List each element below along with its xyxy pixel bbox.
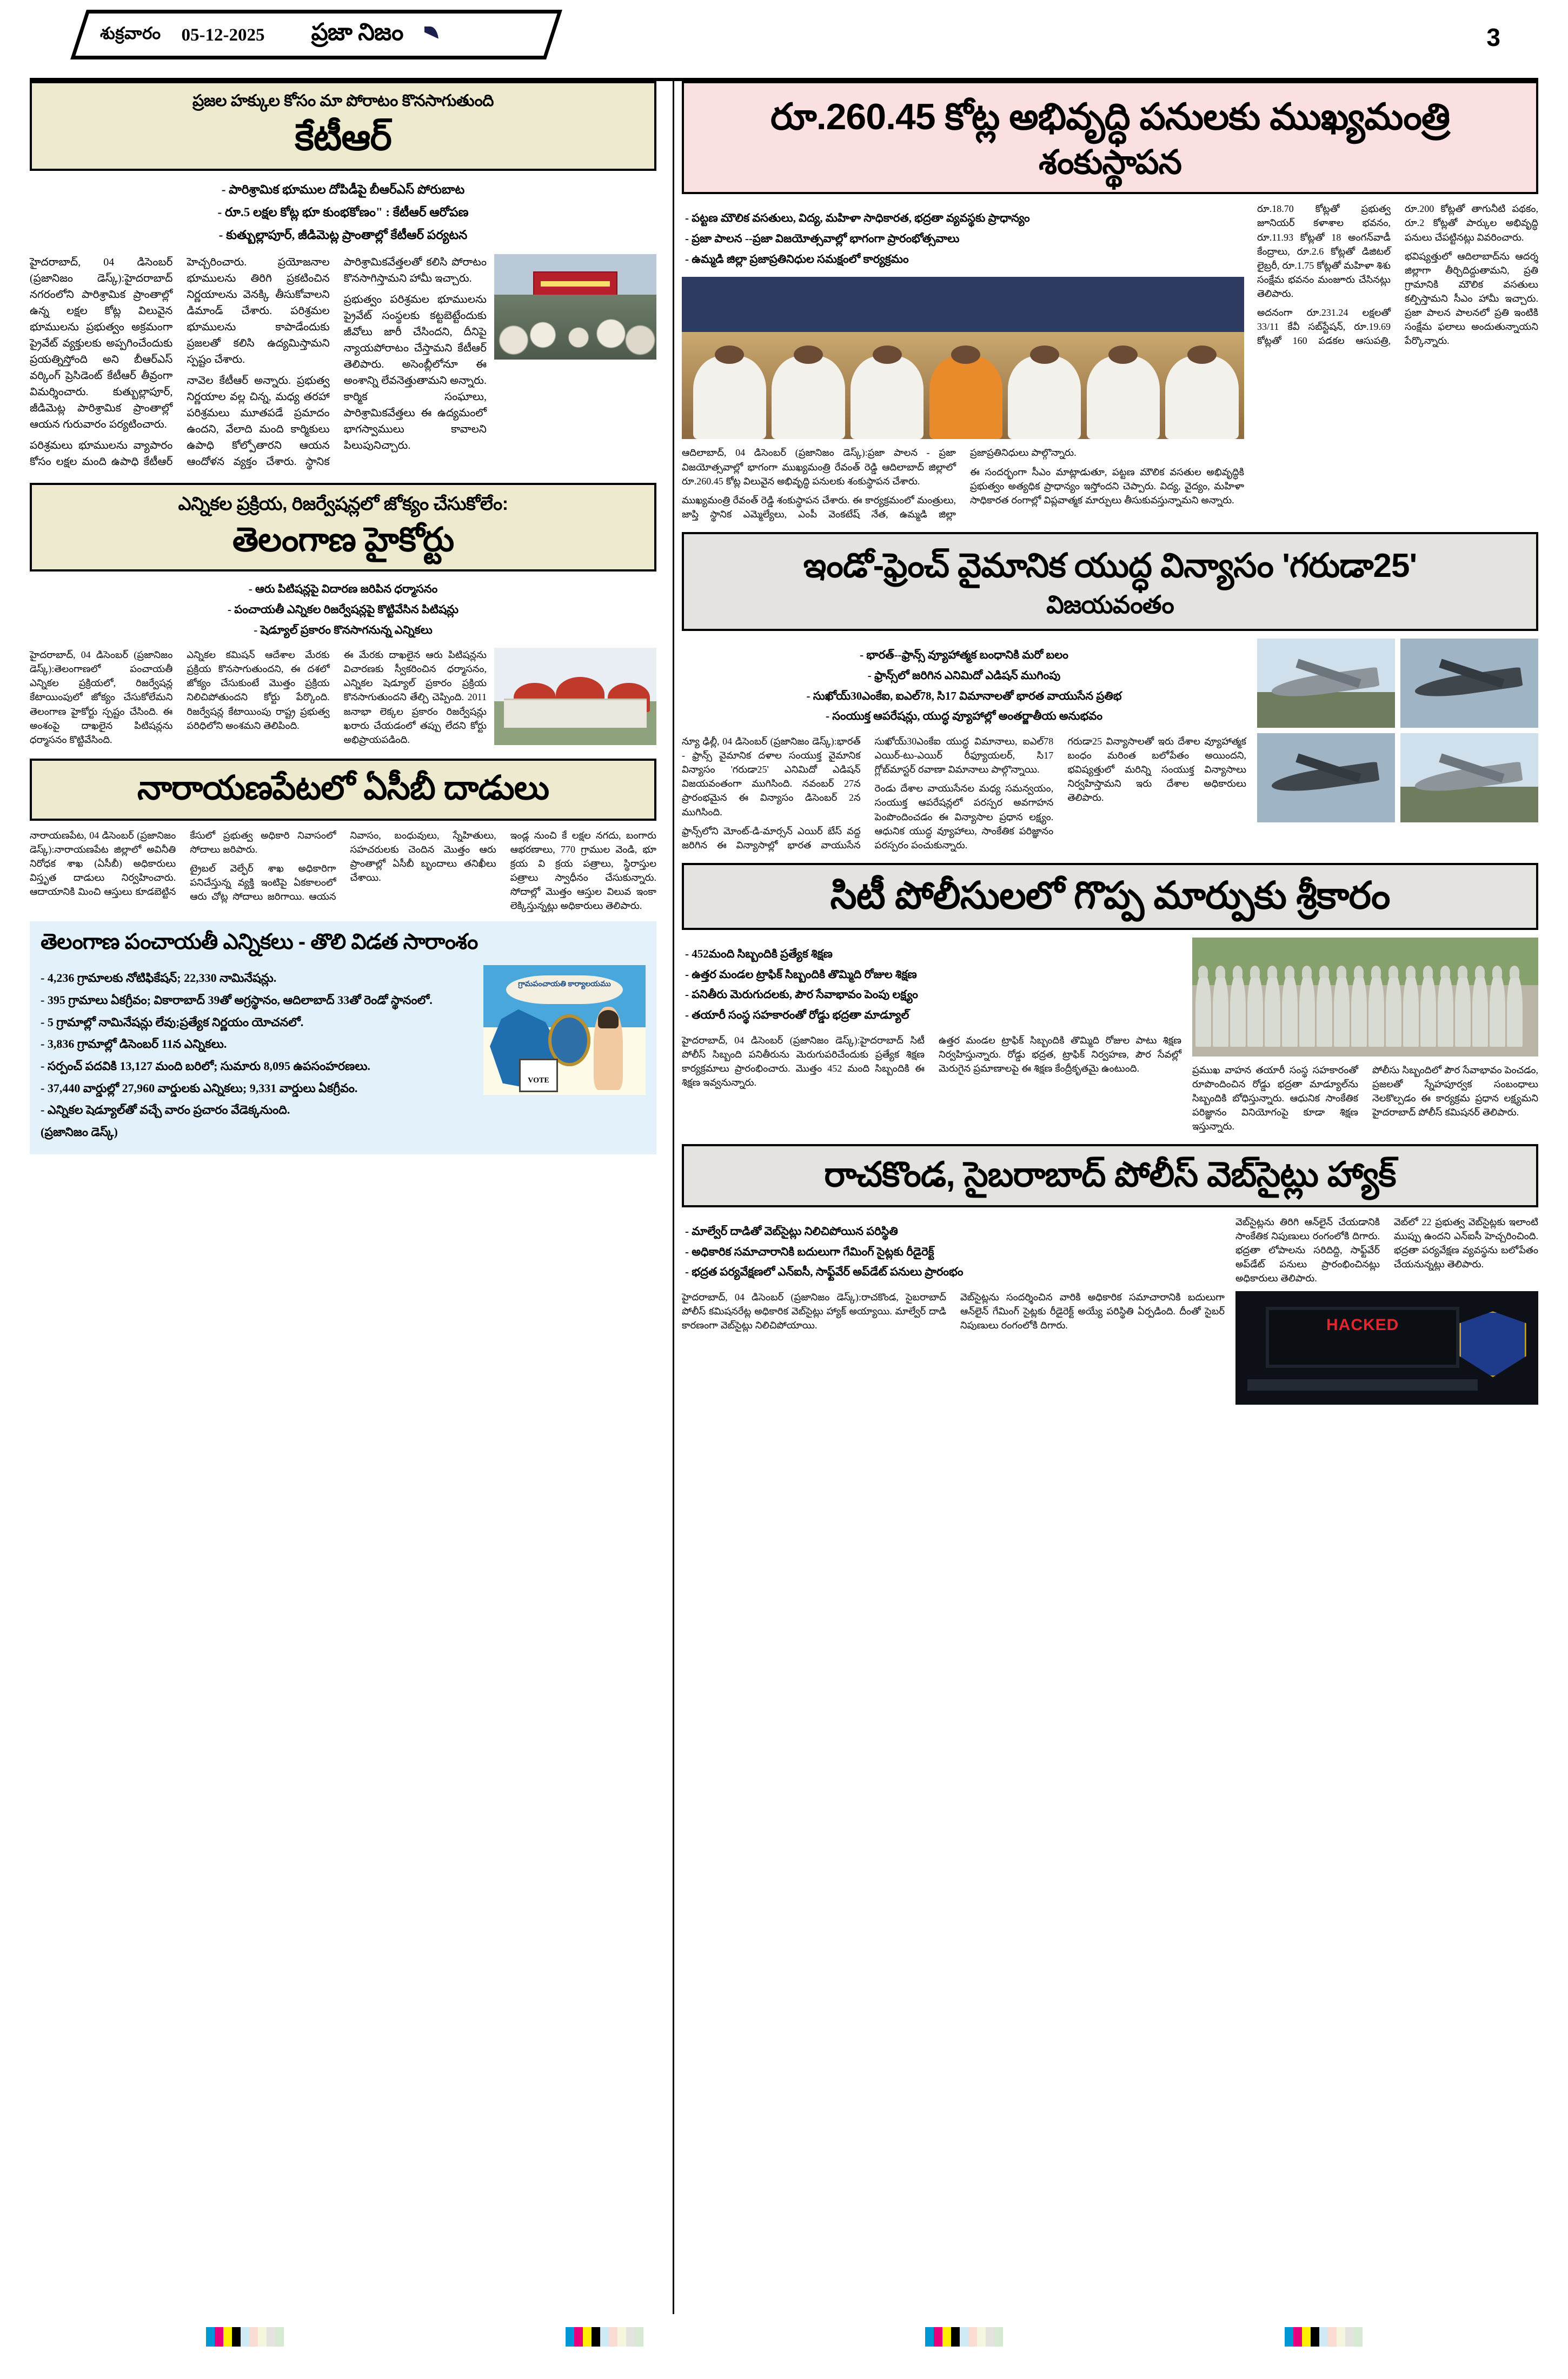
bullet-item: - ఫ్రాన్స్‌లో జరిగిన ఎనిమిదో ఎడిషన్ ముగింపు [867,669,1061,682]
officer [1386,973,1401,1047]
person [1008,356,1081,440]
hack-body-right [1235,1215,1538,1285]
police-bullets [682,944,1181,1026]
cmyk-swatch [1354,2327,1363,2347]
cmyk-swatch [267,2327,275,2347]
cmyk-bar [925,2327,1003,2347]
cmyk-swatch [1293,2327,1302,2347]
person [929,356,1002,440]
cm-body-left [682,446,1244,521]
left-column [30,81,665,2314]
paragraph: వెబ్‌సైట్లను తిరిగి ఆన్‌లైన్ చేయడానికి సాంకేతిక నిపుణులు రంగంలోకి దిగారు. భద్రతా లోపాలను సరిదిద్ది, సాఫ్ట్‌వేర్ అప్‌డేట్ పనులు ప్రారంభించినట్లు అధికారులు తెలిపారు. [1235,1217,1380,1284]
officer [1247,973,1263,1047]
registration-bars [0,2327,1568,2347]
paragraph: హైదరాబాద్, 04 డిసెంబర్ (ప్రజానిజం డెస్క్):హైదరాబాద్ నగరంలోని పారిశ్రామిక ప్రాంతాల్లో ఉన్న లక్షల కోట్ల విలువైన భూములను ప్రభుత్వం అక్రమంగా ప్రైవేట్ వ్యక్తులకు అప్పగించేందుకు ప్రయత్నిస్తోంది అని బీఆర్‌ఎస్ వర్కింగ్ ప్రెసిడెంట్ కేటీఆర్ తీవ్రంగా విమర్శించారు. కుత్బుల్లాపూర్, జీడిమెట్ల పారిశ్రామిక ప్రాంతాల్లో ఆయన గురువారం పర్యటించారు. [30,256,173,431]
cmyk-bar [1285,2327,1363,2347]
dignitaries [682,342,1244,439]
police-crest-icon [1459,1311,1526,1377]
paragraph: ఈ సందర్భంగా సీఎం మాట్లాడుతూ, పట్టణ మౌలిక వసతుల అభివృద్ధికి ప్రభుత్వం అత్యధిక ప్రాధాన్యం ఇస్తోందని చెప్పారు. విద్య, వైద్యం, మహిళా సాధికారత రంగాల్లో విప్లవాత్మక మార్పులు తీసుకువస్తున్నామని అన్నారు. [970,466,1244,506]
garuda-headline-banner [682,532,1538,631]
right-column [682,81,1538,2314]
ktr-kicker: ప్రజల హక్కుల కోసం మా పోరాటం కొనసాగుతుంది [192,92,494,110]
cmyk-swatch [994,2327,1003,2347]
bullet-item: - 452మంది సిబ్బందికి ప్రత్యేక శిక్షణ [685,947,833,960]
hack-bullets [682,1221,1225,1282]
fighter-jet-photo-4 [1400,733,1538,822]
officer [1420,973,1436,1047]
hacked-text: HACKED [1326,1315,1399,1334]
officer [1195,973,1211,1047]
officer [1317,973,1332,1047]
paragraph: ఇండ్ల నుంచి కే లక్షల నగదు, బంగారు ఆభరణాలు, 770 గ్రాముల వెండి, భూ క్రయ వి క్రయ పత్రాలు, స్థిరాస్తుల పత్రాలు స్వాధీనం చేసుకున్నారు. సోదాల్లో మొత్తం ఆస్తుల విలువ ఇంకా లెక్కిస్తున్నట్లు అధికారులు తెలిపారు. [510,829,656,912]
hack-headline-banner [682,1144,1538,1207]
cm-body-right [1257,202,1538,350]
laptop-base [1247,1379,1478,1391]
paragraph: హైదరాబాద్, 04 డిసెంబర్ (ప్రజానిజం డెస్క్):హైదరాబాద్ సిటీ పోలీస్ సిబ్బంది పనితీరును మెరుగుపరిచేందుకు ప్రత్యేక శిక్షణ కార్యక్రమాలు ప్రారంభించారు. మొత్తం 452 మంది సిబ్బందికి ఈ శిక్షణ ఇవ్వనున్నారు. [682,1034,925,1088]
panchayat-infobox [30,921,656,1154]
ktr-headline: కేటీఆర్ [295,116,391,158]
cmyk-swatch [241,2327,249,2347]
paragraph: పరిశ్రమలు భూములను వ్యాపారం కోసం లక్షల మంది ఉపాధి కేటీఆర్ హెచ్చరించారు. ప్రయోజనాల భూములను తిరిగి ప్రకటించిన నిర్ణయాలను వెనక్కి తీసుకోవాలని డిమాండ్ చేశారు. పరిశ్రమల భూములను కాపాడేందుకు ప్రజలతో కలిసి ఉద్యమిస్తామని స్పష్టం చేశారు. [30,256,330,468]
acb-headline-banner [30,759,656,820]
cmyk-swatch [232,2327,241,2347]
cmyk-swatch [635,2327,643,2347]
police-body-right [1192,1063,1538,1133]
fighter-jet-photo-3 [1257,733,1395,822]
cmyk-swatch [968,2327,977,2347]
paragraph: ఎన్నికల కమిషన్ ఆదేశాల మేరకు ప్రక్రియ కొనసాగుతుందని, ఈ దశలో జోక్యం చేసుకుంటే మొత్తం ప్రక్రియ నిలిచిపోతుందని కోర్టు పేర్కొంది. రిజర్వేషన్ల కేటాయింపు రాష్ట్ర ప్రభుత్వ పరిధిలోని అంశమని తెలిపింది. [187,649,330,731]
officer [1299,973,1314,1047]
page-body [30,81,1538,2314]
officer [1334,973,1349,1047]
cmyk-swatch [1328,2327,1337,2347]
ktr-story [30,254,656,470]
ktr-body [30,254,487,470]
bullet-item: - మాల్వేర్ దాడితో వెబ్‌సైట్లు నిలిచిపోయిన పరిస్థితి [685,1225,898,1238]
cmyk-swatch [223,2327,232,2347]
paragraph: అదనంగా రూ.231.24 లక్షలతో 33/11 కేవీ సబ్‌స్టేషన్, రూ.19.69 కోట్లతో 160 పడకల ఆసుపత్రి, రూ.200 కోట్లతో తాగునీటి పథకం, రూ.2 కోట్లతో పార్కుల అభివృద్ధి పనులు చేపట్టినట్లు వివరించారు. [1257,203,1538,347]
ktr-rally-photo [494,254,656,360]
person [1165,356,1238,440]
bullet-item: - భారత్--ఫ్రాన్స్ వ్యూహాత్మక బంధానికి మరో బలం [860,648,1068,662]
paragraph: వెబ్‌సైట్లను సందర్శించిన వారికి అధికారిక సమాచారానికి బదులుగా ఆన్‌లైన్ గేమింగ్ సైట్లకు రీడైరెక్ట్ అయ్యే పరిస్థితి ఏర్పడింది. దీంతో సైబర్ నిపుణులు రంగంలోకి దిగారు. [960,1292,1225,1331]
bullet-item: - పంచాయతీ ఎన్నికల రిజర్వేషన్లపై కొట్టివేసిన పిటిషన్లు [228,602,459,616]
cm-headline-line1: రూ.260.45 కోట్ల అభివృద్ధి పనులకు ముఖ్యమంత్రి [770,96,1450,137]
officer [1265,973,1280,1047]
highcourt-body [30,648,487,747]
acb-body [30,828,656,913]
cmyk-swatch [626,2327,635,2347]
paragraph: హైదరాబాద్, 04 డిసెంబర్ (ప్రజానిజం డెస్క్):తెలంగాణలో పంచాయతీ ఎన్నికల ప్రక్రియలో, రిజర్వేషన్ల కేటాయింపులో జోక్యం చేసుకోలేమని తెలంగాణ హైకోర్టు స్పష్టం చేసింది. ఈ అంశంపై దాఖలైన పిటిషన్లను ధర్మాసనం కొట్టివేసింది. [30,649,173,745]
column-divider [673,81,674,2314]
cmyk-bar [566,2327,643,2347]
cmyk-swatch [986,2327,994,2347]
hack-headline: రాచకొండ, సైబరాబాద్ పోలీస్ వెబ్‌సైట్లు హ్యాక్ [824,1155,1396,1194]
bullet-item: - తయారీ సంస్థ సహకారంతో రోడ్డు భద్రతా మాడ్యూల్ [685,1008,909,1021]
paragraph: ప్రముఖ వాహన తయారీ సంస్థ సహకారంతో రూపొందించిన రోడ్డు భద్రతా మాడ్యూల్‌ను సిబ్బందికి బోధిస్తున్నారు. ఆధునిక సాంకేతిక పరిజ్ఞానం వినియోగంపై కూడా శిక్షణ ఇస్తున్నారు. [1192,1064,1358,1132]
bullet-item: - ఉమ్మడి జిల్లా ప్రజాప్రతినిధుల సమక్షంలో కార్యక్రమం [685,252,909,265]
paragraph: న్యూ ఢిల్లీ, 04 డిసెంబర్ (ప్రజానిజం డెస్క్):భారత్ - ఫ్రాన్స్ వైమానిక దళాల సంయుక్త వైమానిక విన్యాసం 'గరుడా25' ఎనిమిదో ఎడిషన్ విజయవంతంగా ముగిసింది. నవంబర్ 27న ప్రారంభమైన ఈ విన్యాసం డిసెంబర్ 2న ముగిసింది. [682,736,861,818]
paragraph: భవిష్యత్తులో ఆదిలాబాద్‌ను ఆదర్శ జిల్లాగా తీర్చిదిద్దుతామని, ప్రతి గ్రామానికి మౌలిక వసతులు కల్పిస్తామని సీఎం హామీ ఇచ్చారు. ప్రజా పాలన పాలనలో ప్రతి ఇంటికి సంక్షేమ ఫలాలు అందుతున్నాయని పేర్కొన్నారు. [1405,250,1538,347]
paragraph: గరుడా25 విన్యాసాలతో ఇరు దేశాల వ్యూహాత్మక బంధం మరింత బలోపేతం అయిందని, భవిష్యత్తులో మరిన్ని సంయుక్త విన్యాసాలు నిర్వహిస్తామని ఇరు దేశాల అధికారులు తెలిపారు. [1067,736,1246,803]
person [693,356,766,440]
ktr-headline-banner [30,81,656,171]
officer [1472,973,1487,1047]
officer-row [1192,973,1538,1047]
cmyk-swatch [258,2327,267,2347]
cmyk-swatch [566,2327,574,2347]
cm-headline-banner [682,81,1538,194]
infobox-item: - 395 గ్రామాలు ఏకగ్రీవం; వికారాబాద్ 39తో అగ్రస్థానం, ఆదిలాబాద్ 33తో రెండో స్థానంలో. [41,993,433,1007]
masthead-logo: ప్రజా నిజం [311,18,403,45]
bullet-item: - సంయుక్త ఆపరేషన్లు, యుద్ధ వ్యూహాల్లో అంతర్జాతీయ అనుభవం [825,709,1103,723]
cmyk-swatch [592,2327,600,2347]
bullet-item: - పనితీరు మెరుగుదలకు, పౌర సేవాభావం పెంపు లక్ష్యం [685,988,918,1001]
infobox-item: (ప్రజానిజం డెస్క్) [41,1125,118,1139]
person [851,356,923,440]
cmyk-swatch [215,2327,223,2347]
paragraph: పోలీసు సిబ్బందిలో పౌర సేవాభావం పెంచడం, ప్రజలతో స్నేహపూర్వక సంబంధాలు నెలకొల్పడం ఈ కార్యక్రమ ప్రధాన లక్ష్యమని హైదరాబాద్ పోలీస్ కమిషనర్ తెలిపారు. [1372,1064,1538,1118]
paragraph: హైదరాబాద్, 04 డిసెంబర్ (ప్రజానిజం డెస్క్):రాచకొండ, సైబరాబాద్ పోలీస్ కమిషనరేట్ల అధికారిక వెబ్‌సైట్లు హ్యాక్ అయ్యాయి. మాల్వేర్ దాడి కారణంగా వెబ్‌సైట్లు నిలిచిపోయాయి. [682,1292,946,1331]
cmyk-swatch [206,2327,215,2347]
cmyk-swatch [942,2327,951,2347]
paragraph: ఉత్తర మండల ట్రాఫిక్ సిబ్బందికి తొమ్మిది రోజుల పాటు శిక్షణ నిర్వహిస్తున్నారు. రోడ్డు భద్రత, ట్రాఫిక్ నిర్వహణ, పౌర సేవల్లో మెరుగైన ప్రమాణాలపై ఈ శిక్షణ కేంద్రీకృతమై ఉంటుంది. [939,1034,1181,1074]
page-number: 3 [1486,23,1500,51]
paragraph: నారాయణపేట, 04 డిసెంబర్ (ప్రజానిజం డెస్క్):నారాయణపేట జిల్లాలో అవినీతి నిరోధక శాఖ (ఏసీబీ) అధికారులు విస్తృత దాడులు నిర్వహించారు. ఆదాయానికి మించి ఆస్తులు కూడబెట్టిన కేసులో ప్రభుత్వ అధికారి నివాసంలో సోదాలు జరిపారు. [30,829,336,897]
officer [1507,973,1522,1047]
police-lineup-photo [1192,938,1538,1056]
officer [1438,973,1453,1047]
cmyk-swatch [934,2327,942,2347]
acb-headline: నారాయణపేటలో ఏసీబీ దాడులు [137,769,549,807]
office-board-label: గ్రామపంచాయతి కార్యాలయము [518,980,611,989]
paragraph: ఫ్రాన్స్‌లోని మోంట్-డి-మార్సన్ ఎయిర్ బేస్ వద్ద జరిగిన ఈ విన్యాసాల్లో భారత వాయుసేన సుఖోయ్30ఎంకేఐ యుద్ధ విమానాలు, ఐఎల్78 ఎయిర్-టు-ఎయిర్ రీఫ్యూయలర్, సి17 గ్లోబ్‌మాస్టర్ రవాణా విమానాలు పాల్గొన్నాయి. [682,736,1054,850]
officer [1282,973,1297,1047]
masthead-day: శుక్రవారం [100,23,161,43]
cmyk-swatch [1345,2327,1354,2347]
cmyk-swatch [951,2327,960,2347]
cmyk-swatch [574,2327,583,2347]
infobox-item: - 3,836 గ్రామాల్లో డిసెంబర్ 11న ఎన్నికలు. [41,1037,227,1051]
hack-body-left [682,1290,1225,1337]
infobox-title: తెలంగాణ పంచాయతీ ఎన్నికలు - తొలి విడత సారాంశం [41,930,478,954]
cmyk-swatch [275,2327,284,2347]
officer [1403,973,1418,1047]
vote-graphic [483,965,646,1095]
person [772,356,845,440]
bullet-item: - అధికారిక సమాచారానికి బదులుగా గేమింగ్ సైట్లకు రీడైరెక్ట్ [685,1245,934,1258]
officer [1351,973,1366,1047]
cm-headline-line2: శంకుస్థాపన [1039,144,1181,182]
cmyk-swatch [583,2327,592,2347]
cmyk-swatch [600,2327,609,2347]
officer [1230,973,1245,1047]
ktr-bullets [30,178,656,247]
cmyk-swatch [609,2327,617,2347]
infobox-item: - 4,236 గ్రామాలకు నోటిఫికేషన్; 22,330 నామినేషన్లు. [41,971,277,985]
bullet-item: - భద్రత పర్యవేక్షణలో ఎన్ఐసీ, సాఫ్ట్‌వేర్ అప్‌డేట్ పనులు ప్రారంభం [685,1265,964,1279]
bullet-item: - షెడ్యూల్‌ ప్రకారం కొనసాగనున్న ఎన్నికలు [254,623,433,636]
garuda-bullets [682,645,1246,727]
masthead-date: 05-12-2025 [181,25,265,45]
masthead [30,0,1538,81]
garuda-headline-line1: ఇండో-ఫ్రెంచ్ వైమానిక యుద్ధ విన్యాసం 'గరుడా25' [803,547,1417,584]
person [1087,356,1160,440]
police-headline-banner [682,863,1538,930]
cmyk-swatch [1337,2327,1345,2347]
paragraph: నావెల కేటీఆర్ అన్నారు. ప్రభుత్వ నిర్ణయాల వల్ల చిన్న, మధ్య తరహా పరిశ్రమలు మూతపడే ప్రమాదం ఉందని, వేలాది మంది కార్మికులు ఉపాధి కోల్పోతారని ఆయన ఆందోళన వ్యక్తం చేశారు. స్థానిక పారిశ్రామికవేత్తలతో కలిసి పోరాటం కొనసాగిస్తామని హామీ ఇచ్చారు. [187,256,487,468]
cm-bullets [682,208,1244,269]
officer [1455,973,1470,1047]
cmyk-swatch [1319,2327,1328,2347]
bullet-item: - ఆరు పిటిషన్లపై విదారణ జరిపిన ధర్మాసనం [248,582,438,596]
bullet-item: - పట్టణ మౌలిక వసతులు, విద్య, మహిళా సాధికారత, భద్రతా వ్యవస్థకు ప్రాధాన్యం [685,211,1030,225]
hacked-laptop-photo [1235,1291,1538,1405]
cmyk-swatch [977,2327,986,2347]
infobox-item: - 37,440 వార్డుల్లో 27,960 వార్డులకు ఎన్నికలు; 9,331 వార్డులు ఏకగ్రీవం. [41,1081,358,1095]
bullet-item: - కుత్బుల్లాపూర్, జీడిమెట్ల ప్రాంతాల్లో కేటీఆర్ పర్యటన [218,228,468,242]
paragraph: వెబ్‌లో 22 ప్రభుత్వ వెబ్‌సైట్లకు ఇలాంటి ముప్పు ఉందని ఎన్ఐసీ హెచ్చరించింది. భద్రతా పర్యవేక్షణ వ్యవస్థను బలోపేతం చేయనున్నట్లు తెలిపారు. [1394,1217,1538,1270]
garuda-headline-line2: విజయవంతం [1046,590,1174,619]
police-headline: సిటీ పోలీసులలో గొప్ప మార్పుకు శ్రీకారం [830,874,1390,916]
building-block [504,699,647,728]
cmyk-bar [206,2327,284,2347]
cmyk-swatch [1311,2327,1319,2347]
cmyk-swatch [925,2327,934,2347]
bullet-item: - పారిశ్రామిక భూముల దోపిడీపై బీఆర్‌ఎస్ పోరుబాట [221,182,465,196]
bullet-item: - సుఖోయ్30ఎంకేఐ, ఐఎల్78, సి17 విమానాలతో భారత వాయుసేన ప్రతిభ [806,689,1122,702]
paragraph: రెండు దేశాల వాయుసేనల మధ్య సమన్వయం, సంయుక్త ఆపరేషన్లలో పరస్పర అవగాహన పెంపొందించడం ఈ విన్యాసాల ప్రధాన లక్ష్యం. ఆధునిక యుద్ధ వ్యూహాలు, సాంకేతిక పరిజ్ఞానం పరస్పరం పంచుకున్నారు. [874,783,1054,850]
vote-label: VOTE [528,1076,549,1085]
cmyk-swatch [1302,2327,1311,2347]
inked-finger [594,1007,623,1090]
cmyk-swatch [1285,2327,1293,2347]
infobox-item: - ఎన్నికల షెడ్యూల్‌తో వచ్చే వారం ప్రచారం వేడెక్కనుంది. [41,1103,290,1117]
bullet-item: - రూ.5 లక్షల కోట్ల భూ కుంభకోణం" : కేటీఆర్ ఆరోపణ [217,205,469,219]
office-board [506,975,623,1004]
garuda-body [682,734,1246,852]
paragraph: ప్రభుత్వం పరిశ్రమల భూములను ప్రైవేట్ సంస్థలకు కట్టబెట్టేందుకు జీవోలు జారీ చేసిందని, దీనిపై న్యాయపోరాటం చేస్తామని కేటీఆర్ తెలిపారు. అసెంబ్లీలోనూ ఈ అంశాన్ని లేవనెత్తుతామని అన్నారు. కార్మిక సంఘాలు, పారిశ్రామికవేత్తలు ఈ ఉద్యమంలో భాగస్వాములు కావాలని పిలుపునిచ్చారు. [343,294,487,452]
cmyk-swatch [249,2327,258,2347]
paragraph: ఈ మేరకు దాఖలైన ఆరు పిటిషన్లను విచారణకు స్వీకరించిన ధర్మాసనం, ఎన్నికల షెడ్యూల్ ప్రకారం ప్రక్రియ కొనసాగుతుందని తేల్చి చెప్పింది. 2011 జనాభా లెక్కల ప్రకారం రిజర్వేషన్లు ఖరారు చేయడంలో తప్పు లేదని కోర్టు అభిప్రాయపడింది. [343,649,487,745]
ballot-box [519,1059,558,1092]
officer [1213,973,1228,1047]
bullet-item: - ప్రజా పాలన --ప్రజా విజయోత్సవాల్లో భాగంగా ప్రారంభోత్సవాలు [685,232,960,245]
highcourt-bullets [30,579,656,640]
officer [1368,973,1384,1047]
fighter-jet-photo-2 [1400,639,1538,728]
police-body-left [682,1033,1181,1089]
cmyk-swatch [617,2327,626,2347]
highcourt-story [30,648,656,747]
infobox-item: - సర్పంచ్ పదవికి 13,127 మంది బరిలో; సుమారు 8,095 ఉపసంహరణలు. [41,1059,370,1073]
paragraph: రూ.18.70 కోట్లతో ప్రభుత్వ జూనియర్ కళాశాల భవనం, రూ.11.93 కోట్లతో 18 అంగన్‌వాడీ కేంద్రాలు, రూ.2.6 కోట్లతో డిజిటల్ లైబ్రరీ, రూ.1.75 కోట్లతో మహిళా శిశు సంక్షేమ భవనం మంజూరు చేసినట్లు తెలిపారు. [1257,203,1391,299]
officer [1490,973,1505,1047]
fighter-jet-photo-1 [1257,639,1395,728]
paragraph: ఆదిలాబాద్, 04 డిసెంబర్ (ప్రజానిజం డెస్క్):ప్రజా పాలన - ప్రజా విజయోత్సవాల్లో భాగంగా ముఖ్యమంత్రి రేవంత్ రెడ్డి ఆదిలాబాద్ జిల్లాలో రూ.260.45 కోట్ల విలువైన అభివృద్ధి పనులకు శంకుస్థాపన చేశారు. [682,447,956,487]
cm-function-photo [682,277,1244,439]
highcourt-headline: తెలంగాణ హైకోర్టు [232,521,454,559]
quill-icon [424,26,438,50]
bullet-item: - ఉత్తర మండల ట్రాఫిక్ సిబ్బందికి తొమ్మిది రోజుల శిక్షణ [685,967,917,981]
paragraph: ట్రైబల్ వెల్ఫేర్ శాఖ అధికారిగా పనిచేస్తున్న వ్యక్తి ఇంటిపై ఏకకాలంలో ఆరు చోట్ల సోదాలు జరిగాయి. ఆయన నివాసం, బంధువులు, స్నేహితులు, సహచరులకు చెందిన మొత్తం ఆరు ప్రాంతాల్లో ఏసీబీ బృందాలు తనిఖీలు చేశాయి. [190,829,496,902]
highcourt-kicker: ఎన్నికల ప్రక్రియ, రిజర్వేషన్లలో జోక్యం చేసుకోలేం: [178,494,508,515]
high-court-photo [494,648,656,745]
infobox-item: - 5 గ్రామాల్లో నామినేషన్లు లేవు;ప్రత్యేక నిర్ణయం యోచనలో. [41,1015,304,1029]
paragraph: ముఖ్యమంత్రి రేవంత్ రెడ్డి శంకుస్థాపన చేశారు. ఈ కార్యక్రమంలో మంత్రులు, జాప్తి స్థానిక ఎమ్మెల్యేలు, ఎంపీ వెంకటేష్ నేత, ఉమ్మడి జిల్లా ప్రజాప్రతినిధులు పాల్గొన్నారు. [682,447,1077,520]
cmyk-swatch [960,2327,968,2347]
highcourt-headline-banner [30,483,656,572]
crowd [494,295,656,360]
